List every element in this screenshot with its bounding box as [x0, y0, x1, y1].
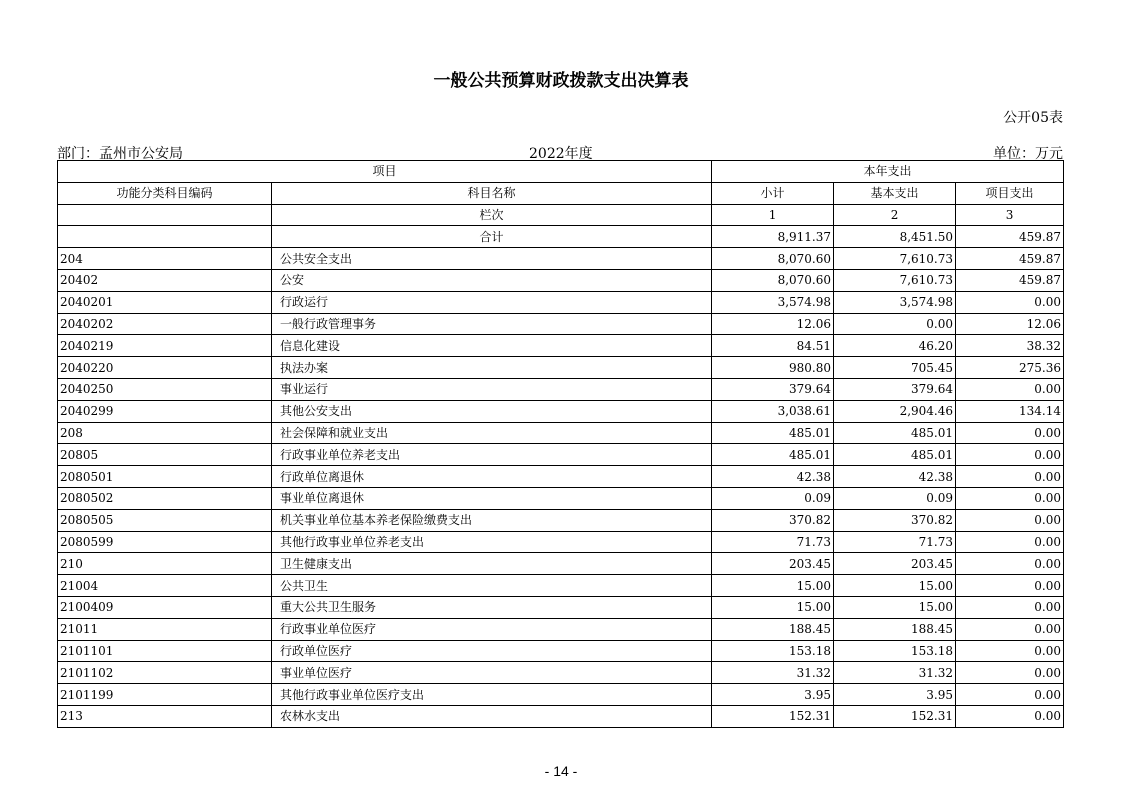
- row-project: 0.00: [956, 487, 1064, 509]
- row-name: 重大公共卫生服务: [272, 596, 712, 618]
- table-row: [58, 596, 1064, 618]
- header-row-1: [58, 161, 1064, 183]
- column-label: 栏次: [272, 204, 712, 226]
- table-row: [58, 684, 1064, 706]
- page-number: - 14 -: [544, 763, 578, 779]
- row-project: 459.87: [956, 248, 1064, 270]
- table-row: [58, 248, 1064, 270]
- row-basic: 0.00: [834, 313, 956, 335]
- header-project-exp: 项目支出: [956, 182, 1064, 204]
- row-basic: 46.20: [834, 335, 956, 357]
- row-name: 公共安全支出: [272, 248, 712, 270]
- row-code: 2101101: [58, 640, 272, 662]
- row-basic: 3,574.98: [834, 291, 956, 313]
- row-name: 一般行政管理事务: [272, 313, 712, 335]
- row-subtotal: 3,574.98: [712, 291, 834, 313]
- table-row: [58, 335, 1064, 357]
- row-basic: 705.45: [834, 357, 956, 379]
- row-basic: 0.09: [834, 487, 956, 509]
- row-basic: 42.38: [834, 466, 956, 488]
- row-name: 行政运行: [272, 291, 712, 313]
- row-subtotal: 42.38: [712, 466, 834, 488]
- year-label: 2022年度: [529, 146, 593, 162]
- column-2: 2: [834, 204, 956, 226]
- row-name: 行政单位离退休: [272, 466, 712, 488]
- row-project: 0.00: [956, 575, 1064, 597]
- table-row: [58, 487, 1064, 509]
- row-project: 134.14: [956, 400, 1064, 422]
- table-row: [58, 618, 1064, 640]
- table-row: [58, 400, 1064, 422]
- row-subtotal: 485.01: [712, 422, 834, 444]
- row-project: 0.00: [956, 466, 1064, 488]
- total-project: 459.87: [956, 226, 1064, 248]
- row-name: 社会保障和就业支出: [272, 422, 712, 444]
- row-code: 2080599: [58, 531, 272, 553]
- row-code: 2040220: [58, 357, 272, 379]
- table-row: [58, 705, 1064, 727]
- row-project: 38.32: [956, 335, 1064, 357]
- row-project: 0.00: [956, 444, 1064, 466]
- row-subtotal: 15.00: [712, 596, 834, 618]
- row-basic: 370.82: [834, 509, 956, 531]
- row-subtotal: 153.18: [712, 640, 834, 662]
- header-current-year: 本年支出: [712, 161, 1064, 183]
- table-row: [58, 553, 1064, 575]
- row-subtotal: 485.01: [712, 444, 834, 466]
- row-project: 12.06: [956, 313, 1064, 335]
- row-basic: 15.00: [834, 596, 956, 618]
- header-code: 功能分类科目编码: [58, 182, 272, 204]
- row-code: 2040201: [58, 291, 272, 313]
- row-name: 公共卫生: [272, 575, 712, 597]
- row-project: 0.00: [956, 596, 1064, 618]
- row-subtotal: 188.45: [712, 618, 834, 640]
- table-row: [58, 444, 1064, 466]
- row-name: 行政单位医疗: [272, 640, 712, 662]
- row-basic: 153.18: [834, 640, 956, 662]
- row-subtotal: 370.82: [712, 509, 834, 531]
- row-name: 其他行政事业单位医疗支出: [272, 684, 712, 706]
- row-code: 2040219: [58, 335, 272, 357]
- row-code: 204: [58, 248, 272, 270]
- total-basic: 8,451.50: [834, 226, 956, 248]
- row-basic: 71.73: [834, 531, 956, 553]
- row-name: 执法办案: [272, 357, 712, 379]
- row-basic: 203.45: [834, 553, 956, 575]
- form-number: 公开05表: [1003, 110, 1063, 126]
- row-name: 行政事业单位医疗: [272, 618, 712, 640]
- row-project: 0.00: [956, 422, 1064, 444]
- row-project: 459.87: [956, 269, 1064, 291]
- row-subtotal: 71.73: [712, 531, 834, 553]
- header-row-2: [58, 182, 1064, 204]
- table-row: [58, 466, 1064, 488]
- row-project: 275.36: [956, 357, 1064, 379]
- empty-cell: [58, 204, 272, 226]
- row-name: 行政事业单位养老支出: [272, 444, 712, 466]
- row-name: 农林水支出: [272, 705, 712, 727]
- table-row: [58, 291, 1064, 313]
- header-name: 科目名称: [272, 182, 712, 204]
- column-1: 1: [712, 204, 834, 226]
- row-basic: 379.64: [834, 378, 956, 400]
- row-basic: 7,610.73: [834, 248, 956, 270]
- table-row: [58, 640, 1064, 662]
- row-basic: 31.32: [834, 662, 956, 684]
- row-name: 公安: [272, 269, 712, 291]
- row-basic: 15.00: [834, 575, 956, 597]
- row-subtotal: 379.64: [712, 378, 834, 400]
- row-code: 213: [58, 705, 272, 727]
- row-name: 机关事业单位基本养老保险缴费支出: [272, 509, 712, 531]
- table-row: [58, 531, 1064, 553]
- row-name: 事业运行: [272, 378, 712, 400]
- row-code: 2080501: [58, 466, 272, 488]
- row-project: 0.00: [956, 705, 1064, 727]
- row-code: 2101102: [58, 662, 272, 684]
- row-subtotal: 152.31: [712, 705, 834, 727]
- row-code: 2040202: [58, 313, 272, 335]
- row-subtotal: 12.06: [712, 313, 834, 335]
- row-basic: 485.01: [834, 444, 956, 466]
- row-project: 0.00: [956, 553, 1064, 575]
- row-subtotal: 84.51: [712, 335, 834, 357]
- expenditure-table: [57, 160, 1064, 728]
- row-name: 其他公安支出: [272, 400, 712, 422]
- row-subtotal: 8,070.60: [712, 248, 834, 270]
- row-basic: 2,904.46: [834, 400, 956, 422]
- row-subtotal: 203.45: [712, 553, 834, 575]
- row-subtotal: 31.32: [712, 662, 834, 684]
- row-basic: 7,610.73: [834, 269, 956, 291]
- table-row: [58, 422, 1064, 444]
- row-project: 0.00: [956, 662, 1064, 684]
- row-basic: 485.01: [834, 422, 956, 444]
- table-row: [58, 378, 1064, 400]
- row-subtotal: 3.95: [712, 684, 834, 706]
- header-subtotal: 小计: [712, 182, 834, 204]
- row-subtotal: 15.00: [712, 575, 834, 597]
- row-project: 0.00: [956, 640, 1064, 662]
- table-row: [58, 662, 1064, 684]
- row-code: 208: [58, 422, 272, 444]
- row-subtotal: 0.09: [712, 487, 834, 509]
- column-3: 3: [956, 204, 1064, 226]
- empty-cell: [58, 226, 272, 248]
- row-name: 其他行政事业单位养老支出: [272, 531, 712, 553]
- row-project: 0.00: [956, 618, 1064, 640]
- row-project: 0.00: [956, 378, 1064, 400]
- row-code: 21004: [58, 575, 272, 597]
- table-row: [58, 509, 1064, 531]
- row-project: 0.00: [956, 684, 1064, 706]
- table-row: [58, 575, 1064, 597]
- total-subtotal: 8,911.37: [712, 226, 834, 248]
- header-basic: 基本支出: [834, 182, 956, 204]
- row-code: 20805: [58, 444, 272, 466]
- row-code: 21011: [58, 618, 272, 640]
- column-index-row: [58, 204, 1064, 226]
- row-code: 2040250: [58, 378, 272, 400]
- row-code: 20402: [58, 269, 272, 291]
- row-subtotal: 8,070.60: [712, 269, 834, 291]
- total-row: [58, 226, 1064, 248]
- row-code: 2080502: [58, 487, 272, 509]
- table-row: [58, 269, 1064, 291]
- row-code: 2100409: [58, 596, 272, 618]
- page-title: 一般公共预算财政拨款支出决算表: [433, 71, 689, 91]
- row-code: 2080505: [58, 509, 272, 531]
- table-row: [58, 313, 1064, 335]
- row-name: 信息化建设: [272, 335, 712, 357]
- row-basic: 3.95: [834, 684, 956, 706]
- row-name: 事业单位离退休: [272, 487, 712, 509]
- row-code: 2101199: [58, 684, 272, 706]
- header-project: 项目: [58, 161, 712, 183]
- row-code: 2040299: [58, 400, 272, 422]
- row-basic: 188.45: [834, 618, 956, 640]
- row-subtotal: 3,038.61: [712, 400, 834, 422]
- row-subtotal: 980.80: [712, 357, 834, 379]
- row-basic: 152.31: [834, 705, 956, 727]
- department-label: 部门：孟州市公安局: [57, 146, 183, 162]
- row-name: 事业单位医疗: [272, 662, 712, 684]
- row-project: 0.00: [956, 509, 1064, 531]
- row-project: 0.00: [956, 531, 1064, 553]
- meta-line: [57, 143, 1063, 161]
- unit-label: 单位：万元: [993, 146, 1063, 162]
- table-row: [58, 357, 1064, 379]
- row-project: 0.00: [956, 291, 1064, 313]
- total-label: 合计: [272, 226, 712, 248]
- row-name: 卫生健康支出: [272, 553, 712, 575]
- row-code: 210: [58, 553, 272, 575]
